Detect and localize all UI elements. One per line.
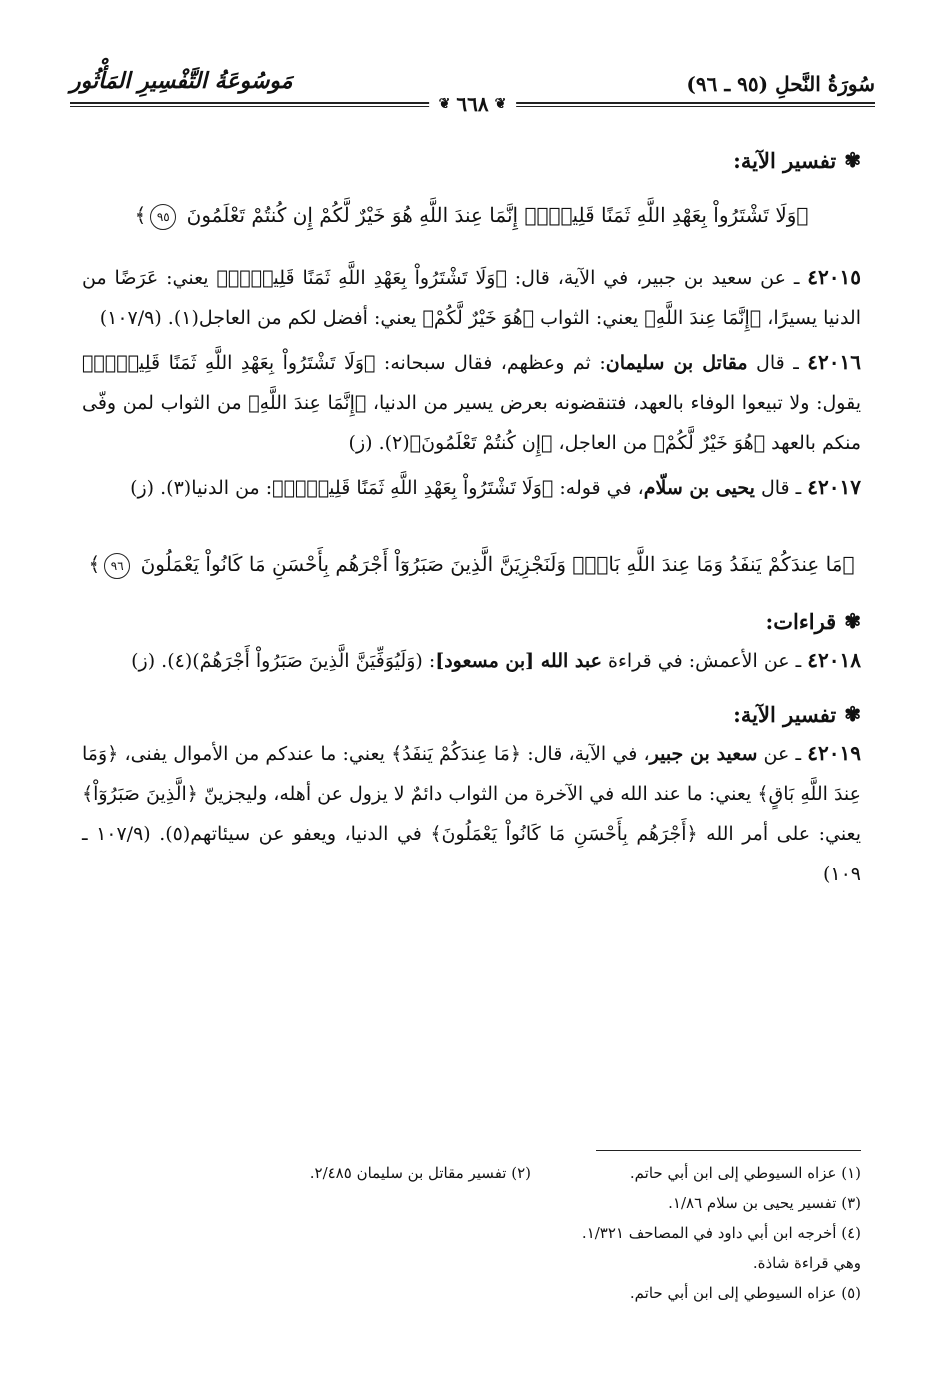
quran-verse: ﴿وَلَا تَشْتَرُواْ بِعَهْدِ اللَّهِ ثَمَنًا قَلِيلًاۚ إِنَّمَا عِندَ اللَّهِ هُوَ خَيْرٌ لَّكُمْ إِن كُنتُمْ تَعْلَمُونَ ٩٥﴾ bbox=[82, 195, 861, 235]
narration-entry: ٤٢٠١٩ ـ عن سعيد بن جبير، في الآية، قال: ﴿مَا عِندَكُمْ يَنفَدُ﴾ يعني: ما عندكم من الأموال يفنى، ﴿وَمَا عِندَ اللَّهِ بَاقٍ﴾ يعني: ما عند الله في الآخرة من الثواب دائمٌ لا يزول عن أهله، وليجزينّ ﴿الَّذِينَ صَبَرُوٓاْ﴾ يعني: على أمر الله ﴿أَجْرَهُم بِأَحْسَنِ مَا كَانُواْ يَعْمَلُونَ﴾ في الدنيا، ويعفو عن سيئاتهم(٥). (١٠٧/٩ ـ ١٠٩) bbox=[82, 741, 862, 885]
footnote-row bbox=[82, 1158, 861, 1188]
entry-text: ـ عن سعيد بن جبير، في الآية، قال: ﴿وَلَا تَشْتَرُواْ بِعَهْدِ اللَّهِ ثَمَنًا قَلِيلًاۚ﴾ يعني: عَرَضًا من الدنيا يسيرًا، ﴿إِنَّمَا عِندَ اللَّهِ﴾ يعني: الثواب ﴿هُوَ خَيْرٌ لَّكُمْ﴾ يعني: أفضل لكم من العاجل(١). (١٠٧/٩) bbox=[82, 267, 861, 329]
footnote: (١) عزاه السيوطي إلى ابن أبي حاتم. bbox=[629, 1164, 861, 1182]
book-title: مَوسُوعَةُ التَّفْسِيرِ المَأْثُور bbox=[70, 68, 293, 94]
footnote-rule bbox=[596, 1150, 861, 1151]
narration-entry: ٤٢٠١٦ ـ قال مقاتل بن سليمان: ثم وعظهم، فقال سبحانه: ﴿وَلَا تَشْتَرُواْ بِعَهْدِ اللَّهِ ثَمَنًا قَلِيلًاۚ﴾ يقول: ولا تبيعوا الوفاء بالعهد، فتنقضونه بعرض يسير من الدنيا، ﴿إِنَّمَا عِندَ اللَّهِ﴾ من الثواب لمن وفّى منكم بالعهد ﴿هُوَ خَيْرٌ لَّكُمْ﴾ من العاجل، ﴿إِن كُنتُمْ تَعْلَمُونَ﴾(٢). (ز) bbox=[82, 350, 861, 454]
page-number: ٦٦٨ bbox=[456, 92, 489, 116]
narrator-name: عبد الله [بن مسعود] bbox=[435, 650, 602, 672]
verse-number: ٩٦ bbox=[104, 553, 130, 579]
main-content bbox=[82, 145, 861, 898]
entry-number: ٤٢٠١٦ bbox=[807, 350, 861, 374]
section-heading: ✾ تفسير الآية: bbox=[733, 147, 861, 173]
footnote-row bbox=[82, 1278, 861, 1308]
flower-icon: ✾ bbox=[844, 609, 861, 633]
footnote-row bbox=[82, 1188, 861, 1218]
section-heading: ✾ قراءات: bbox=[765, 608, 861, 634]
footnote: (٥) عزاه السيوطي إلى ابن أبي حاتم. bbox=[629, 1284, 861, 1302]
narrator-name: يحيى بن سلّام bbox=[643, 477, 755, 499]
flower-icon: ✾ bbox=[844, 148, 861, 172]
narrator-name: مقاتل بن سليمان bbox=[605, 352, 748, 374]
narrator-name: سعيد بن جبير bbox=[649, 743, 758, 765]
footnote: وهي قراءة شاذة. bbox=[752, 1254, 861, 1272]
page-header bbox=[70, 62, 875, 122]
narration-entry: ٤٢٠١٧ ـ قال يحيى بن سلّام، في قوله: ﴿وَلَا تَشْتَرُواْ بِعَهْدِ اللَّهِ ثَمَنًا قَلِيلًاۚ﴾: من الدنيا(٣). (ز) bbox=[130, 475, 861, 499]
footnote: (٢) تفسير مقاتل بن سليمان ٢/٤٨٥. bbox=[309, 1164, 531, 1182]
footnote-row bbox=[82, 1218, 861, 1248]
entry-number: ٤٢٠١٥ bbox=[807, 265, 861, 289]
entry-number: ٤٢٠١٧ bbox=[807, 475, 861, 499]
section-heading: ✾ تفسير الآية: bbox=[733, 701, 861, 727]
surah-title: سُورَةُ النَّحلِ (٩٥ ـ ٩٦) bbox=[686, 72, 875, 96]
footnote: (٤) أخرجه ابن أبي داود في المصاحف ١/٣٢١. bbox=[581, 1224, 861, 1242]
page-number-box bbox=[429, 92, 517, 116]
footnotes bbox=[82, 1158, 861, 1308]
quran-verse: ﴿مَا عِندَكُمْ يَنفَدُ وَمَا عِندَ اللَّهِ بَاقٍۗ وَلَنَجْزِيَنَّ الَّذِينَ صَبَرُوٓاْ أَجْرَهُم بِأَحْسَنِ مَا كَانُواْ يَعْمَلُونَ ٩٦﴾ bbox=[82, 544, 861, 584]
narration-entry: ٤٢٠١٨ ـ عن الأعمش: في قراءة عبد الله [بن مسعود]: (وَلَيُوَفِّيَنَّ الَّذِينَ صَبَرُواْ أَجْرَهُمْ)(٤). (ز) bbox=[131, 648, 861, 672]
narration-entry bbox=[82, 257, 861, 338]
footnote-row bbox=[82, 1248, 861, 1278]
verse-number: ٩٥ bbox=[150, 204, 176, 230]
ornament-icon: ❦ bbox=[494, 96, 507, 112]
ornament-icon: ❦ bbox=[438, 96, 451, 112]
footnote: (٣) تفسير يحيى بن سلام ١/٨٦. bbox=[668, 1194, 861, 1212]
entry-number: ٤٢٠١٨ bbox=[807, 648, 861, 672]
flower-icon: ✾ bbox=[844, 702, 861, 726]
entry-number: ٤٢٠١٩ bbox=[807, 741, 861, 765]
